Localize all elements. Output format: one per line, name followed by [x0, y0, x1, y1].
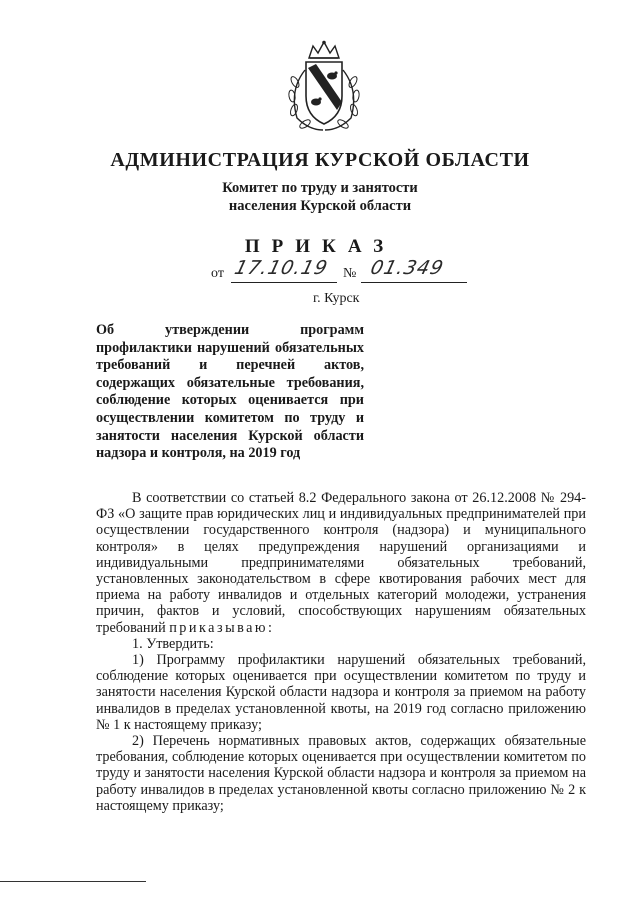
department-name-line2: населения Курской области [228, 198, 412, 214]
document-body [96, 490, 586, 814]
order-subject: Об утверждении программ профилактики нарушений обязательных требований и перечней актов, содержащих обязательные требования, соблюдение которых оценивается при осуществлении комитетом по труду и занятости населения Курской области надзора и контроля, на 2019 год [96, 322, 364, 462]
preamble-paragraph [96, 490, 586, 636]
decree-word: приказываю: [169, 619, 275, 636]
coat-of-arms-emblem [283, 40, 365, 132]
footer-rule [0, 881, 146, 882]
item-1: 1. Утвердить: [132, 635, 214, 652]
handwritten-number: 01.349 [368, 257, 447, 279]
preamble-text: В соответствии со статьей 8.2 Федерального закона от 26.12.2008 № 294-ФЗ «О защите прав юридических лиц и индивидуальных предпринимателей при осуществлении государственного контроля (надзора) и муниципального контроля» в целях предупреждения нарушений организациями и индивидуальными предпринимателями обязательных требований, установленных законодательством в сфере квотирования рабочих мест для приема на работу инвалидов и отдельных категорий молодежи, устранения причин, фактов и условий, способствующих нарушениям обязательных требований [96, 490, 586, 636]
number-underline [361, 282, 467, 283]
item-1-2: 2) Перечень нормативных правовых актов, содержащих обязательные требования, соблюдение которых оценивается при осуществлении комитетом по труду и занятости населения Курской области надзора и контроля за приемом на работу инвалидов в пределах установленной квоты согласно приложению № 2 к настоящему приказу; [96, 733, 586, 814]
number-prefix: № [343, 266, 357, 281]
city-name: г. Курск [313, 291, 360, 306]
date-prefix: от [211, 266, 224, 281]
handwritten-date: 17.10.19 [232, 257, 331, 279]
department-name-line1: Комитет по труду и занятости [222, 180, 418, 196]
document-type-heading: ПРИКАЗ [244, 236, 396, 257]
organization-title: АДМИНИСТРАЦИЯ КУРСКОЙ ОБЛАСТИ [110, 149, 530, 171]
order-date-number-line [211, 258, 471, 286]
item-1-1: 1) Программу профилактики нарушений обязательных требований, соблюдение которых оценивается при осуществлении комитетом по труду и занятости населения Курской области надзора и контроля за приемом на работу инвалидов в пределах установленной квоты, на 2019 год согласно приложению № 1 к настоящему приказу; [96, 652, 586, 733]
date-underline [231, 282, 337, 283]
